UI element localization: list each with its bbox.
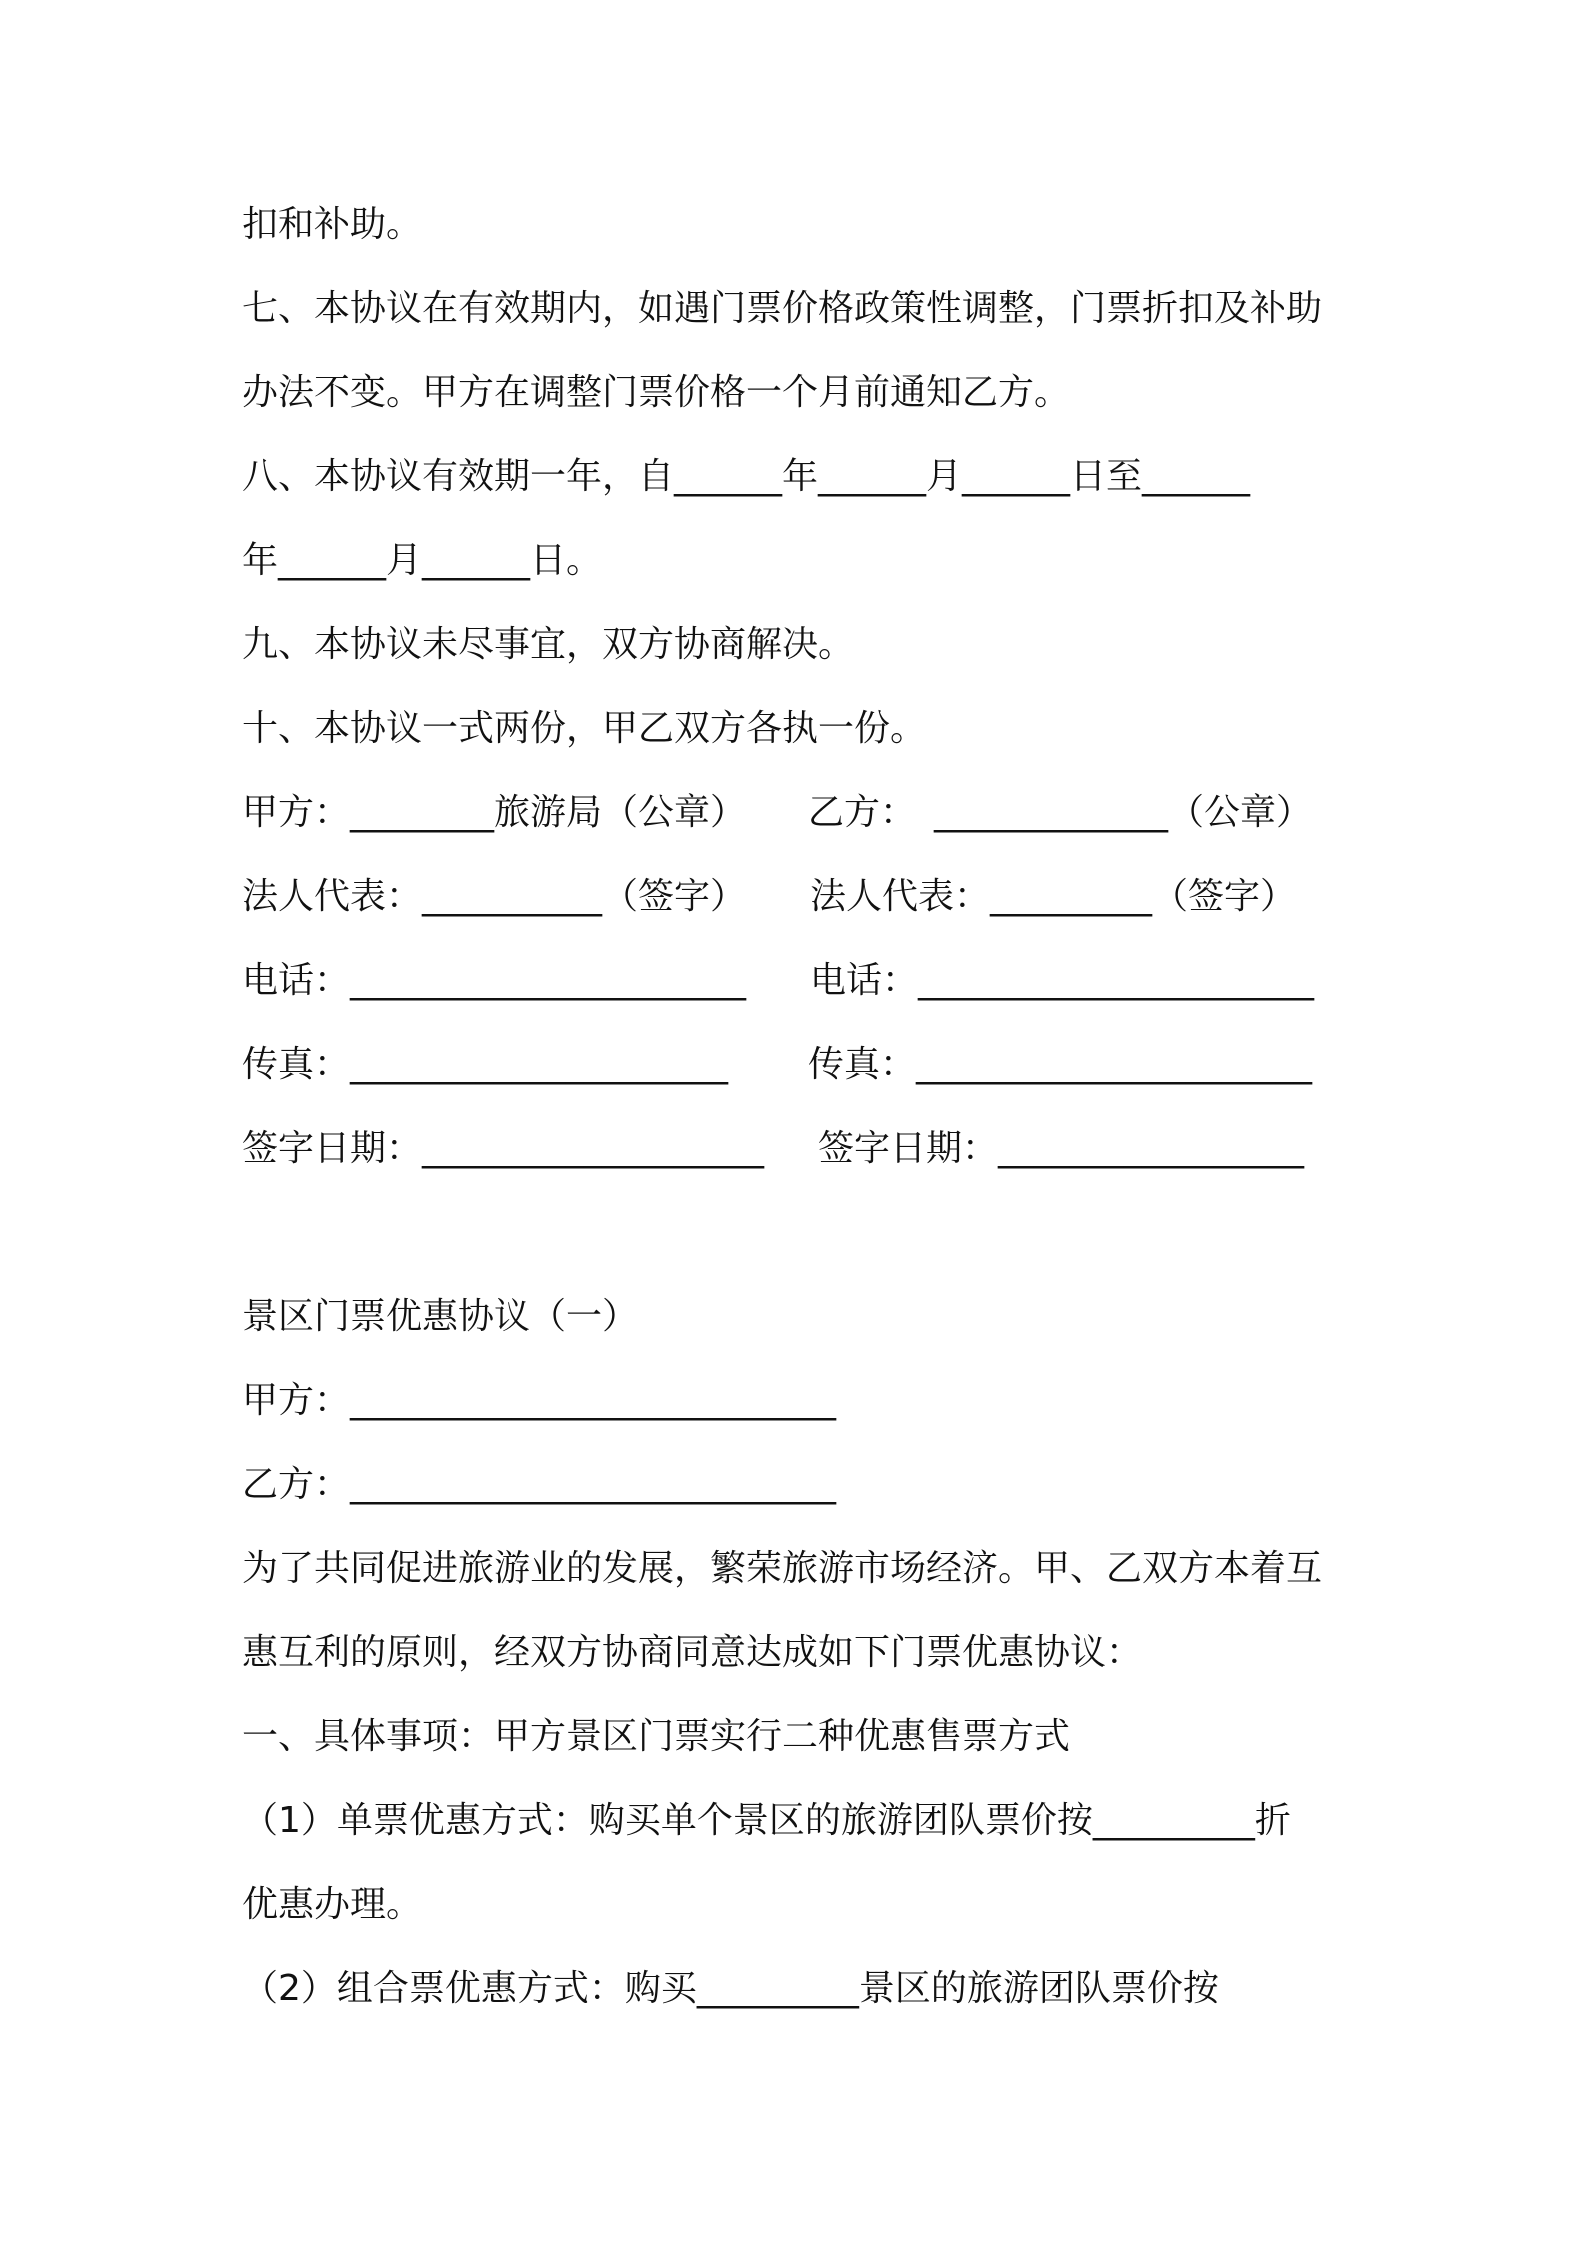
- clause-7-line-1: 七、本协议在有效期内，如遇门票价格政策性调整，门票折扣及补助: [242, 288, 1323, 329]
- section-2-party-a: 甲方：___________________________: [242, 1380, 837, 1421]
- party-b-signature: 乙方： _____________（公章）: [808, 792, 1313, 833]
- section-2-sub-2-line-1: （2）组合票优惠方式：购买_________景区的旅游团队票价按: [242, 1968, 1219, 2009]
- section-2-sub-1-line-2: 优惠办理。: [242, 1884, 423, 1925]
- signature-row-date: [0, 1125, 1586, 1173]
- section-2-sub-1-line-1: （1）单票优惠方式：购买单个景区的旅游团队票价按_________折: [242, 1800, 1291, 1841]
- section-2-party-b: 乙方：___________________________: [242, 1464, 837, 1505]
- date-b: 签字日期：_________________: [818, 1128, 1305, 1169]
- section-2-intro-line-2: 惠互利的原则，经双方协商同意达成如下门票优惠协议：: [242, 1632, 1143, 1673]
- signature-row-fax: [0, 1041, 1586, 1089]
- clause-7-line-2: 办法不变。甲方在调整门票价格一个月前通知乙方。: [242, 372, 1071, 413]
- section-2-item-1: 一、具体事项：甲方景区门票实行二种优惠售票方式: [242, 1716, 1071, 1757]
- clause-9: 九、本协议未尽事宜，双方协商解决。: [242, 624, 855, 665]
- signature-row-phone: [0, 957, 1586, 1005]
- legal-rep-a: 法人代表：__________（签字）: [242, 876, 747, 917]
- section-2-intro-line-1: 为了共同促进旅游业的发展，繁荣旅游市场经济。甲、乙双方本着互: [242, 1548, 1323, 1589]
- legal-rep-b: 法人代表：_________（签字）: [810, 876, 1297, 917]
- phone-a: 电话：______________________: [242, 960, 747, 1001]
- clause-8-line-1: 八、本协议有效期一年，自______年______月______日至______: [242, 456, 1251, 497]
- continuation-line: 扣和补助。: [242, 204, 423, 245]
- signature-row-party: [0, 789, 1586, 837]
- phone-b: 电话：______________________: [810, 960, 1315, 1001]
- party-a-signature: 甲方：________旅游局（公章）: [242, 792, 747, 833]
- signature-row-legal-rep: [0, 873, 1586, 921]
- fax-b: 传真：______________________: [808, 1044, 1313, 1085]
- clause-10: 十、本协议一式两份，甲乙双方各执一份。: [242, 708, 927, 749]
- fax-a: 传真：_____________________: [242, 1044, 729, 1085]
- date-a: 签字日期：___________________: [242, 1128, 765, 1169]
- section-2-title: 景区门票优惠协议（一）: [242, 1296, 639, 1337]
- clause-8-line-2: 年______月______日。: [242, 540, 603, 581]
